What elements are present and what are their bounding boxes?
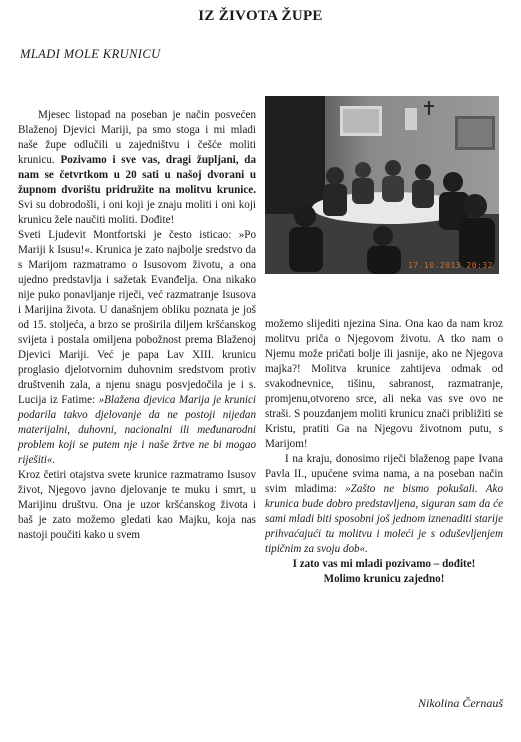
paragraph-pope: [265, 452, 503, 557]
paragraph-intro: [18, 108, 256, 228]
paragraph-montfort: [18, 228, 256, 468]
group-prayer-photo: [265, 96, 499, 274]
section-title: IZ ŽIVOTA ŽUPE: [198, 8, 323, 24]
invitation-text: Pozivamo i sve vas, dragi župljani, da nam se četvrtkom u 20 sati u našoj dvorani u župnom dvorištu pridružite na molitvu krunice.: [18, 154, 256, 196]
pope-quote: »Zašto ne bismo pokušali. Ako krunica bude dobro predstavljena, siguran sam da će sami mladi biti sposobni još jednom iznenaditi starije prihvaćajući tu molitvu i moleći je s oduševljenjem tipičnim za svoju dob«.: [265, 483, 503, 555]
photo-date-stamp: 17.10.2013 20:32: [407, 261, 493, 270]
left-column: [18, 108, 256, 543]
author-signature: Nikolina Černauš: [417, 696, 503, 710]
article-title: MLADI MOLE KRUNICU: [20, 47, 161, 61]
pope-intro-text: I na kraju, donosimo riječi blaženog pape Ivana Pavla II., upućene svima nama, a na poseban način svim mladima:: [265, 453, 503, 495]
closing-line-2: Molimo krunicu zajedno!: [323, 573, 445, 585]
montfort-text: Sveti Ljudevit Montfortski je često isticao: »Po Mariji k Isusu!«. Krunica je zato najbolje sredstvo da s Marijom razmatramo o Isusovom životu, a ona ujedno predstavlja i sažetak Evanđelja. Ona nikako nije puko ponavljanje riječi, već razmatranje Isusova i Marijina života. U današnjem obliku poznata je još od 15. stoljeća, a brzo se proširila diljem kršćanskog svijeta i postala omiljena pobožnost prema Blaženoj Djevici Mariji. Već je papa Lav XIII. krunicu proglasio djelotvornim duhovnim sredstvom protiv društvenih zala, a njenu snagu posvjedočila je i s. Lucija iz Fatime:: [18, 229, 256, 406]
intro-text: Mjesec listopad na poseban je način posvećen Blaženoj Djevici Mariji, pa smo stoga i mi mladi naše župe odlučili u zajedništvu i češće moliti krunicu.: [18, 109, 256, 166]
right-column: [265, 317, 503, 587]
welcome-text: Svi su dobrodošli, i oni koji je znaju moliti i oni koji krunicu žele naučiti moliti. Dođite!: [18, 199, 256, 226]
paragraph-mysteries: Kroz četiri otajstva svete krunice razmatramo Isusov život, Njegovo javno djelovanje te muku i smrt, u Marijinu društvu. Ona je uzor kršćanskog života i baš je zato možemo gledati kao Majku, koja nas nastoji poučiti kako u svem: [18, 469, 256, 541]
photo-illustration: [265, 96, 499, 274]
fatima-quote: »Blažena djevica Marija je krunici podarila takvo djelovanje da ne postoji nijedan materijalni, duhovni, nacionalni ili međunarodni problem koji se putem nje i naše žrtve ne bi mogao riješiti«.: [18, 394, 256, 466]
paragraph-continued: možemo slijediti njezina Sina. Ona kao da nam kroz molitvu priča o Njegovom životu. A tko nam o Njemu može pričati bolje ili jasnije, ako ne Njegova majka?! Molitva krunice zahtijeva odmak od svakodnevnice, tišinu, sabranost, razmatranje, promjenu,otvoreno srce, ali neka vas sve ovo ne straši. S pouzdanjem moliti krunicu znači približiti se Kristu, pratiti Ga na Njegovu životnom putu, s Marijom!: [265, 318, 503, 450]
closing-line-1: I zato vas mi mladi pozivamo – dođite!: [292, 558, 476, 570]
